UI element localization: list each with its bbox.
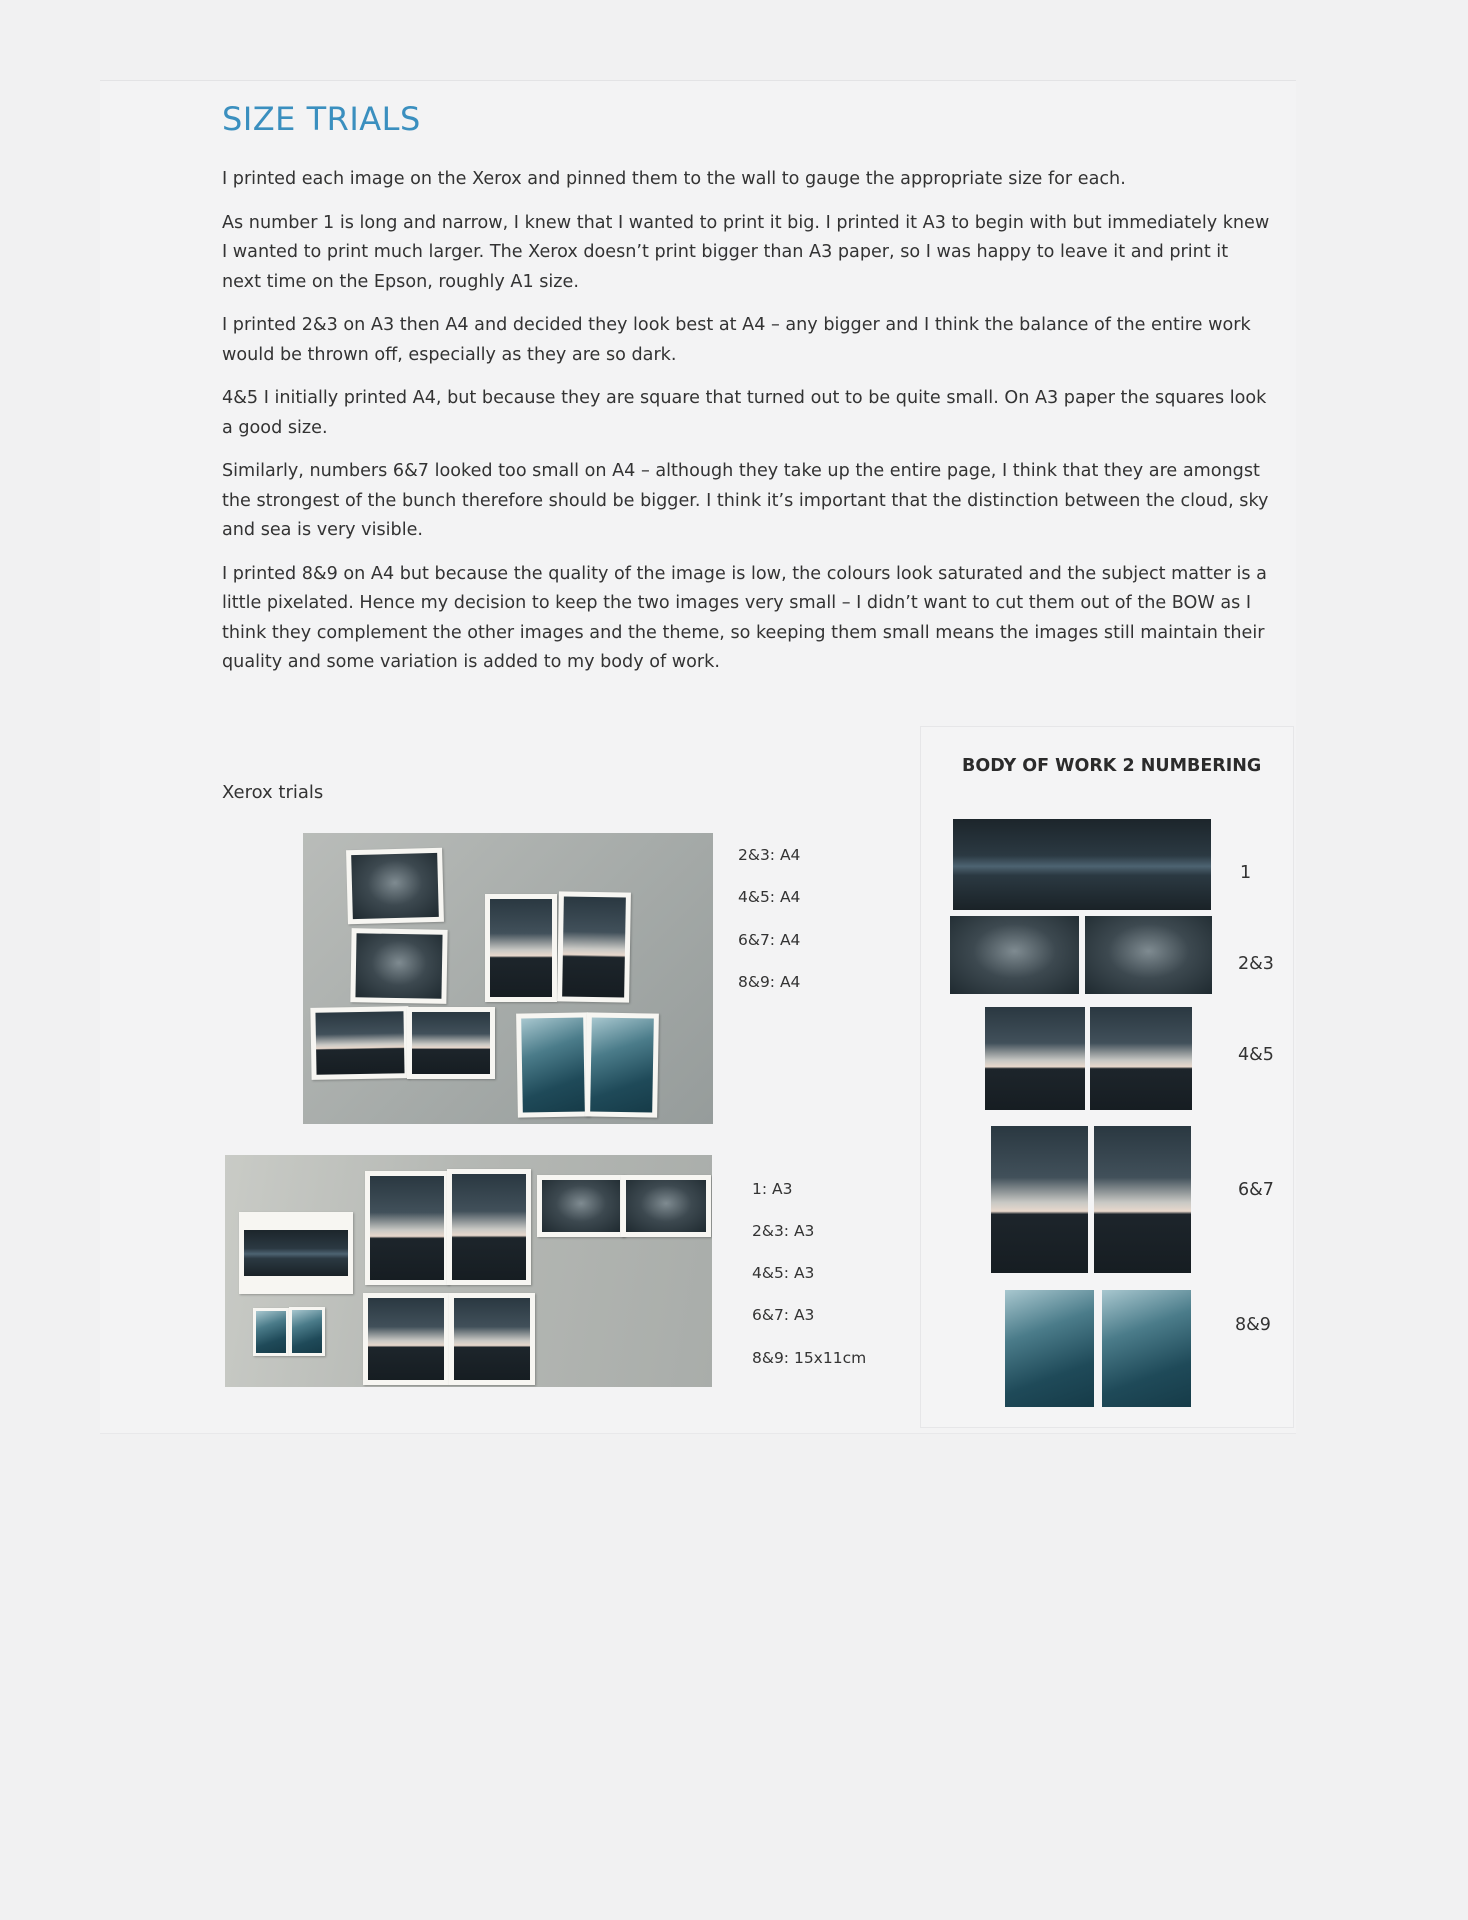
- print-5: [557, 891, 631, 1002]
- xerox-a3-trial-photo: [225, 1155, 712, 1387]
- print-2: [346, 848, 444, 924]
- bow-image-2: [950, 916, 1079, 994]
- print-7: [449, 1293, 535, 1385]
- print-4: [485, 894, 557, 1002]
- print-5: [447, 1169, 531, 1285]
- bow-number-label: 6&7: [1238, 1180, 1274, 1200]
- numbering-title: BODY OF WORK 2 NUMBERING: [962, 756, 1262, 776]
- body-text: [222, 165, 1272, 692]
- paragraph: I printed 2&3 on A3 then A4 and decided they look best at A4 – any bigger and I think the balance of the entire work would be thrown off, especially as they are so dark.: [222, 315, 1251, 365]
- paragraph: I printed 8&9 on A4 but because the quality of the image is low, the colours look saturated and the subject matter is a little pixelated. Hence my decision to keep the two images very small – I didn’t want to cut them out of the BOW as I think they complement the other images and the theme, so keeping them small means the images still maintain their quality and some variation is added to my body of work.: [222, 563, 1267, 672]
- xerox-a4-trial-photo: [303, 833, 713, 1124]
- page-title: SIZE TRIALS: [222, 100, 421, 138]
- bow-number-label: 2&3: [1238, 954, 1274, 974]
- bow-image-8: [1005, 1290, 1094, 1407]
- print-4: [365, 1171, 449, 1285]
- print-2: [537, 1175, 625, 1237]
- print-9: [289, 1307, 325, 1356]
- a4-size-label: 6&7: A4: [738, 931, 801, 949]
- a3-size-label: 6&7: A3: [752, 1306, 815, 1324]
- bow-image-4: [985, 1007, 1085, 1110]
- print-6: [363, 1293, 449, 1385]
- a4-size-label: 8&9: A4: [738, 973, 801, 991]
- paragraph: I printed each image on the Xerox and pinned them to the wall to gauge the appropriate size for each.: [222, 169, 1126, 189]
- bow-number-label: 8&9: [1235, 1315, 1271, 1335]
- paragraph: As number 1 is long and narrow, I knew that I wanted to print it big. I printed it A3 to begin with but immediately knew I wanted to print much larger. The Xerox doesn’t print bigger than A3 paper, so I was happy to leave it and print it next time on the Epson, roughly A1 size.: [222, 212, 1270, 292]
- print-9: [585, 1012, 659, 1117]
- bow-number-label: 4&5: [1238, 1045, 1274, 1065]
- bow-image-7: [1094, 1126, 1191, 1273]
- bow-image-1: [953, 819, 1211, 910]
- print-3: [350, 928, 447, 1004]
- a3-size-label: 8&9: 15x11cm: [752, 1349, 867, 1367]
- print-6: [310, 1006, 409, 1080]
- xerox-trials-label: Xerox trials: [222, 782, 324, 803]
- print-1: [239, 1212, 353, 1294]
- paragraph: Similarly, numbers 6&7 looked too small on A4 – although they take up the entire page, I think that they are amongst the strongest of the bunch therefore should be bigger. I think it’s important that the distinction between the cloud, sky and sea is very visible.: [222, 461, 1269, 540]
- bow-image-9: [1102, 1290, 1191, 1407]
- a4-size-label: 2&3: A4: [738, 846, 801, 864]
- a3-size-label: 2&3: A3: [752, 1222, 815, 1240]
- print-8: [516, 1012, 590, 1117]
- print-3: [621, 1175, 711, 1237]
- a3-size-label: 4&5: A3: [752, 1264, 815, 1282]
- bow-image-5: [1090, 1007, 1192, 1110]
- print-7: [407, 1007, 495, 1079]
- bow-image-6: [991, 1126, 1088, 1273]
- a4-size-label: 4&5: A4: [738, 888, 801, 906]
- a3-size-label: 1: A3: [752, 1180, 793, 1198]
- print-8: [253, 1308, 289, 1356]
- bow-number-label: 1: [1240, 863, 1252, 883]
- bow-image-3: [1085, 916, 1212, 994]
- paragraph: 4&5 I initially printed A4, but because they are square that turned out to be quite small. On A3 paper the squares look a good size.: [222, 388, 1267, 438]
